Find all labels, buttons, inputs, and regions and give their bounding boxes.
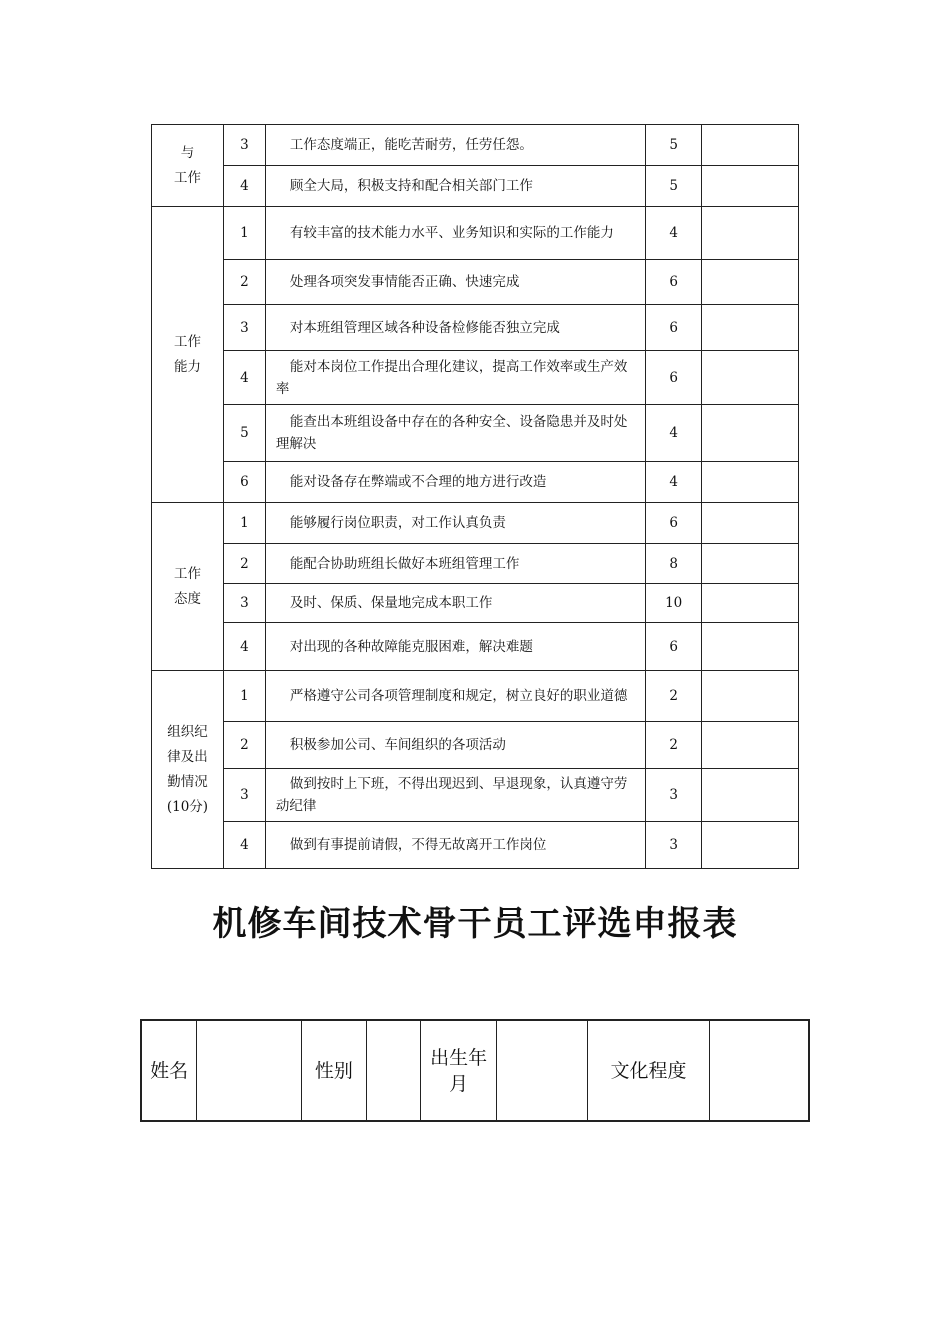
rating-input-cell[interactable] (702, 584, 799, 623)
item-description (265, 260, 645, 305)
rating-input-cell[interactable] (702, 305, 799, 351)
rating-input-cell[interactable] (702, 623, 799, 671)
rating-input-cell[interactable] (702, 671, 799, 722)
evaluation-table (151, 124, 799, 869)
category-cell: 与 工作 (152, 125, 224, 207)
table-row (152, 671, 799, 722)
item-number: 5 (223, 405, 265, 462)
table-row (152, 462, 799, 503)
rating-input-cell[interactable] (702, 405, 799, 462)
item-description (265, 503, 645, 544)
item-score: 5 (646, 125, 702, 166)
item-score: 3 (646, 769, 702, 822)
item-number: 1 (223, 503, 265, 544)
item-text: 有较丰富的技术能力水平、业务知识和实际的工作能力 (289, 225, 614, 241)
item-description (265, 125, 645, 166)
rating-input-cell[interactable] (702, 503, 799, 544)
item-description (265, 671, 645, 722)
item-number: 4 (223, 166, 265, 207)
table-row (152, 405, 799, 462)
table-row (152, 305, 799, 351)
table-row (152, 207, 799, 260)
item-text: 做到有事提前请假，不得无故离开工作岗位 (289, 837, 547, 853)
item-score: 6 (646, 305, 702, 351)
item-text: 及时、保质、保量地完成本职工作 (289, 595, 493, 611)
form-title: 机修车间技术骨干员工评选申报表 (212, 904, 738, 944)
table-row (152, 584, 799, 623)
table-row (152, 544, 799, 584)
item-description (265, 722, 645, 769)
category-cell: 组织纪 律及出 勤情况 (10分) (152, 671, 224, 869)
item-score: 4 (646, 462, 702, 503)
item-score: 6 (646, 503, 702, 544)
birth-label: 出生年 月 (420, 1020, 497, 1121)
item-text: 做到按时上下班，不得出现迟到、早退现象，认真遵守劳动纪律 (275, 776, 628, 814)
gender-label: 性别 (302, 1020, 367, 1121)
table-row (152, 769, 799, 822)
rating-input-cell[interactable] (702, 260, 799, 305)
rating-input-cell[interactable] (702, 166, 799, 207)
item-text: 能对设备存在弊端或不合理的地方进行改造 (289, 474, 547, 490)
rating-input-cell[interactable] (702, 125, 799, 166)
gender-value-cell[interactable] (366, 1020, 420, 1121)
item-description (265, 405, 645, 462)
item-number: 4 (223, 822, 265, 869)
item-score: 8 (646, 544, 702, 584)
item-score: 5 (646, 166, 702, 207)
name-value-cell[interactable] (197, 1020, 302, 1121)
item-score: 4 (646, 405, 702, 462)
item-description (265, 305, 645, 351)
category-cell: 工作 能力 (152, 207, 224, 503)
table-row (152, 623, 799, 671)
item-number: 1 (223, 207, 265, 260)
item-description (265, 623, 645, 671)
table-row (152, 351, 799, 405)
item-description (265, 769, 645, 822)
rating-input-cell[interactable] (702, 822, 799, 869)
item-number: 2 (223, 544, 265, 584)
item-description (265, 584, 645, 623)
item-text: 能查出本班组设备中存在的各种安全、设备隐患并及时处理解决 (275, 414, 628, 452)
item-number: 1 (223, 671, 265, 722)
item-number: 3 (223, 125, 265, 166)
item-number: 2 (223, 260, 265, 305)
rating-input-cell[interactable] (702, 351, 799, 405)
item-number: 4 (223, 623, 265, 671)
education-label: 文化程度 (588, 1020, 710, 1121)
item-description (265, 166, 645, 207)
birth-value-cell[interactable] (497, 1020, 588, 1121)
item-score: 3 (646, 822, 702, 869)
table-row (152, 503, 799, 544)
rating-input-cell[interactable] (702, 207, 799, 260)
table-row (152, 125, 799, 166)
item-number: 6 (223, 462, 265, 503)
item-description (265, 351, 645, 405)
education-value-cell[interactable] (709, 1020, 809, 1121)
table-row (152, 166, 799, 207)
rating-input-cell[interactable] (702, 544, 799, 584)
item-score: 2 (646, 671, 702, 722)
item-text: 对本班组管理区域各种设备检修能否独立完成 (289, 319, 560, 336)
item-description (265, 462, 645, 503)
category-cell: 工作 态度 (152, 503, 224, 671)
item-number: 3 (223, 584, 265, 623)
item-text: 顾全大局，积极支持和配合相关部门工作 (289, 178, 533, 194)
table-row (152, 722, 799, 769)
name-label: 姓名 (141, 1020, 197, 1121)
item-description (265, 822, 645, 869)
item-text: 能配合协助班组长做好本班组管理工作 (289, 555, 520, 572)
item-number: 2 (223, 722, 265, 769)
item-text: 积极参加公司、车间组织的各项活动 (289, 737, 506, 753)
rating-input-cell[interactable] (702, 722, 799, 769)
item-description (265, 207, 645, 260)
table-row (152, 260, 799, 305)
item-text: 工作态度端正，能吃苦耐劳，任劳任怨。 (289, 137, 533, 153)
item-score: 6 (646, 351, 702, 405)
rating-input-cell[interactable] (702, 462, 799, 503)
item-number: 3 (223, 305, 265, 351)
item-text: 能够履行岗位职责，对工作认真负责 (289, 515, 506, 531)
item-number: 3 (223, 769, 265, 822)
table-row (152, 822, 799, 869)
applicant-info-table (140, 1019, 810, 1122)
rating-input-cell[interactable] (702, 769, 799, 822)
item-score: 10 (646, 584, 702, 623)
item-text: 能对本岗位工作提出合理化建议，提高工作效率或生产效率 (275, 358, 628, 397)
item-text: 对出现的各种故障能克服困难，解决难题 (289, 638, 533, 655)
item-score: 6 (646, 623, 702, 671)
item-text: 严格遵守公司各项管理制度和规定，树立良好的职业道德 (289, 688, 628, 704)
item-score: 4 (646, 207, 702, 260)
item-number: 4 (223, 351, 265, 405)
item-description (265, 544, 645, 584)
item-score: 2 (646, 722, 702, 769)
item-score: 6 (646, 260, 702, 305)
item-text: 处理各项突发事情能否正确、快速完成 (289, 274, 520, 290)
